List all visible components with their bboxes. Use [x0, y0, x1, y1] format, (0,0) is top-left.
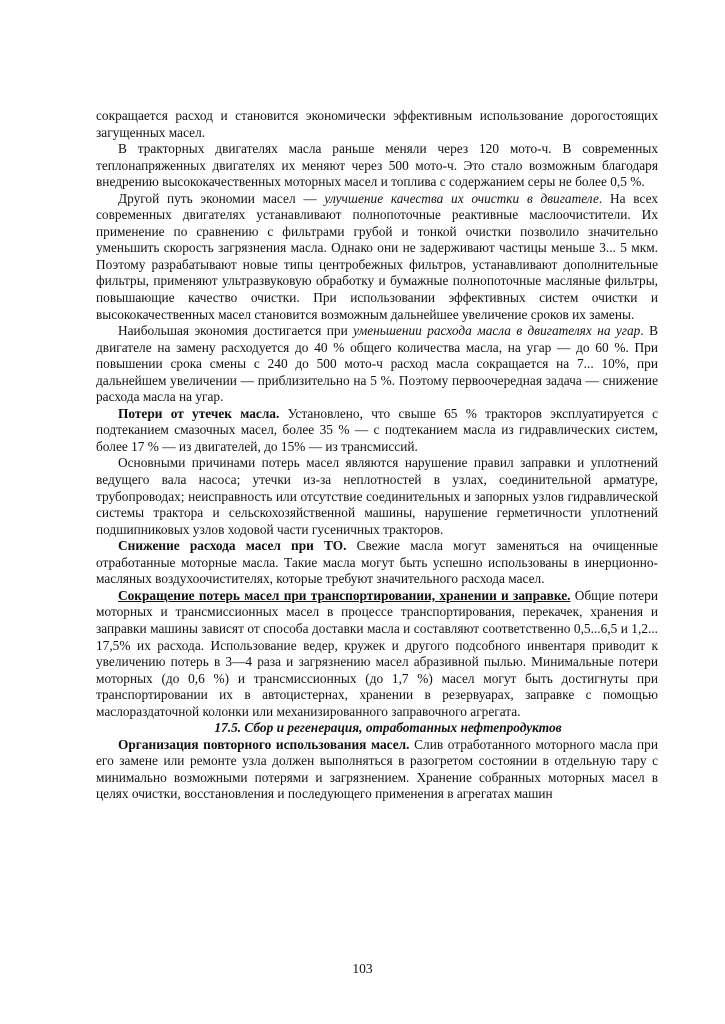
text-run: Общие потери моторных и трансмиссионных масел в процессе транспортирования, перекачек, хранения и заправки машины зависят от способа доставки масла и составляют соответственно 0,5...6,5 и 1,2... 17,5% их расхода. Использование ведер, кружек и другого подсобного инвентаря приводит к увеличению потерь в 3—4 раза и загрязнению масел абразивной пылью. Минимальные потери моторных (до 0,6 %) и трансмиссионных (до 1,7 %) масел могут быть достигнуты при транспортировании их в автоцистернах, хранении в резервуарах, заправке с помощью маслораздаточной колонки или механизированного заправочного агрегата. [96, 587, 658, 719]
body-paragraph [96, 455, 658, 538]
body-paragraph [96, 108, 658, 141]
text-run: Установлено, что свыше 65 % тракторов эксплуатируется с подтеканием смазочных масел, более 35 % — с подтеканием масла из гидравлических систем, более 17 % — из двигателей, до 15% — из трансмиссий. [96, 405, 659, 454]
italic-emphasis: уменьшении расхода масла в двигателях на угар [353, 323, 641, 339]
text-run: Свежие масла могут заменяться на очищенные отработанные моторные масла. Такие масла могут быть успешно использованы в инерционно-масляных воздухоочистителях, которые требуют значительного расхода масел. [96, 538, 658, 587]
bold-lead-in: Снижение расхода масел при ТО. [118, 538, 347, 554]
body-paragraph [96, 737, 658, 803]
text-run: В тракторных двигателях масла раньше меняли через 120 мото-ч. В современных теплонапряженных двигателях их меняют через 500 мото-ч. Это стало возможным благодаря внедрению высококачественных моторных масел и топлива с содержанием серы не более 0,5 %. [96, 141, 658, 190]
body-paragraph [96, 588, 658, 720]
text-run: сокращается расход и становится экономически эффективным использование дорогостоящих загущенных масел. [96, 108, 658, 140]
bold-lead-in: Организация повторного использования масел. [118, 736, 410, 752]
page-body [96, 108, 658, 803]
body-paragraph [96, 141, 658, 191]
text-run: Основными причинами потерь масел являются нарушение правил заправки и уплотнений ведущего вала насоса; утечки из-за неплотностей в узлах, соединительной арматуре, трубопроводах; неисправность или отсутствие соединительных и запорных узлов гидравлической системы трактора и сельскохозяйственной машины, нарушение герметичности уплотнений подшипниковых узлов ходовой части гусеничных тракторов. [96, 455, 658, 537]
text-run: Другой путь экономии масел — [118, 190, 325, 206]
body-paragraph [96, 538, 658, 588]
bold-lead-in: Потери от утечек масла. [118, 405, 280, 421]
page-number: 103 [352, 961, 373, 976]
bold-underlined-lead-in: Сокращение потерь масел при транспортировании, хранении и заправке. [118, 587, 571, 603]
text-run: . На всех современных двигателях устанавливают полнопоточные реактивные маслоочистители. Их применение по сравнению с фильтрами грубой и тонкой очистки позволило значительно уменьшить скорость загрязнения масла. Однако они не задерживают частицы меньше 3... 5 мкм. Поэтому разрабатывают новые типы центробежных фильтров, устанавливают дополнительные фильтры, применяют ультразвуковую обработку и бумажные полнопоточные масляные фильтры, повышающие качество очистки. При использовании эффективных систем очистки и высококачественных масел становится возможным дальнейшее увеличение сроков их замены. [96, 190, 658, 322]
body-paragraph [96, 191, 658, 323]
section-heading: 17.5. Сбор и регенерация, отработанных нефтепродуктов [214, 720, 562, 736]
paragraphs-before-heading [96, 108, 658, 720]
body-paragraph [96, 323, 658, 406]
italic-emphasis: улучшение качества их очистки в двигателе [324, 190, 599, 206]
paragraphs-after-heading [96, 737, 658, 803]
text-run: Наибольшая экономия достигается при [118, 323, 354, 339]
body-paragraph [96, 406, 658, 456]
text-run: . В двигателе на замену расходуется до 40 % общего количества масла, на угар — до 60 %. При повышении срока смены с 240 до 500 мото-ч расход масла сокращается на 7... 10%, при дальнейшем увеличении — приблизительно на 5 %. Поэтому первоочередная задача — снижение расхода масла на угар. [96, 323, 658, 405]
text-run: Слив отработанного моторного масла при его замене или ремонте узла должен выполняться в разогретом состоянии в отдельную тару с минимально возможными потерями и загрязнением. Хранение собранных моторных масел в целях очистки, восстановления и последующего применения в агрегатах машин [96, 736, 658, 802]
